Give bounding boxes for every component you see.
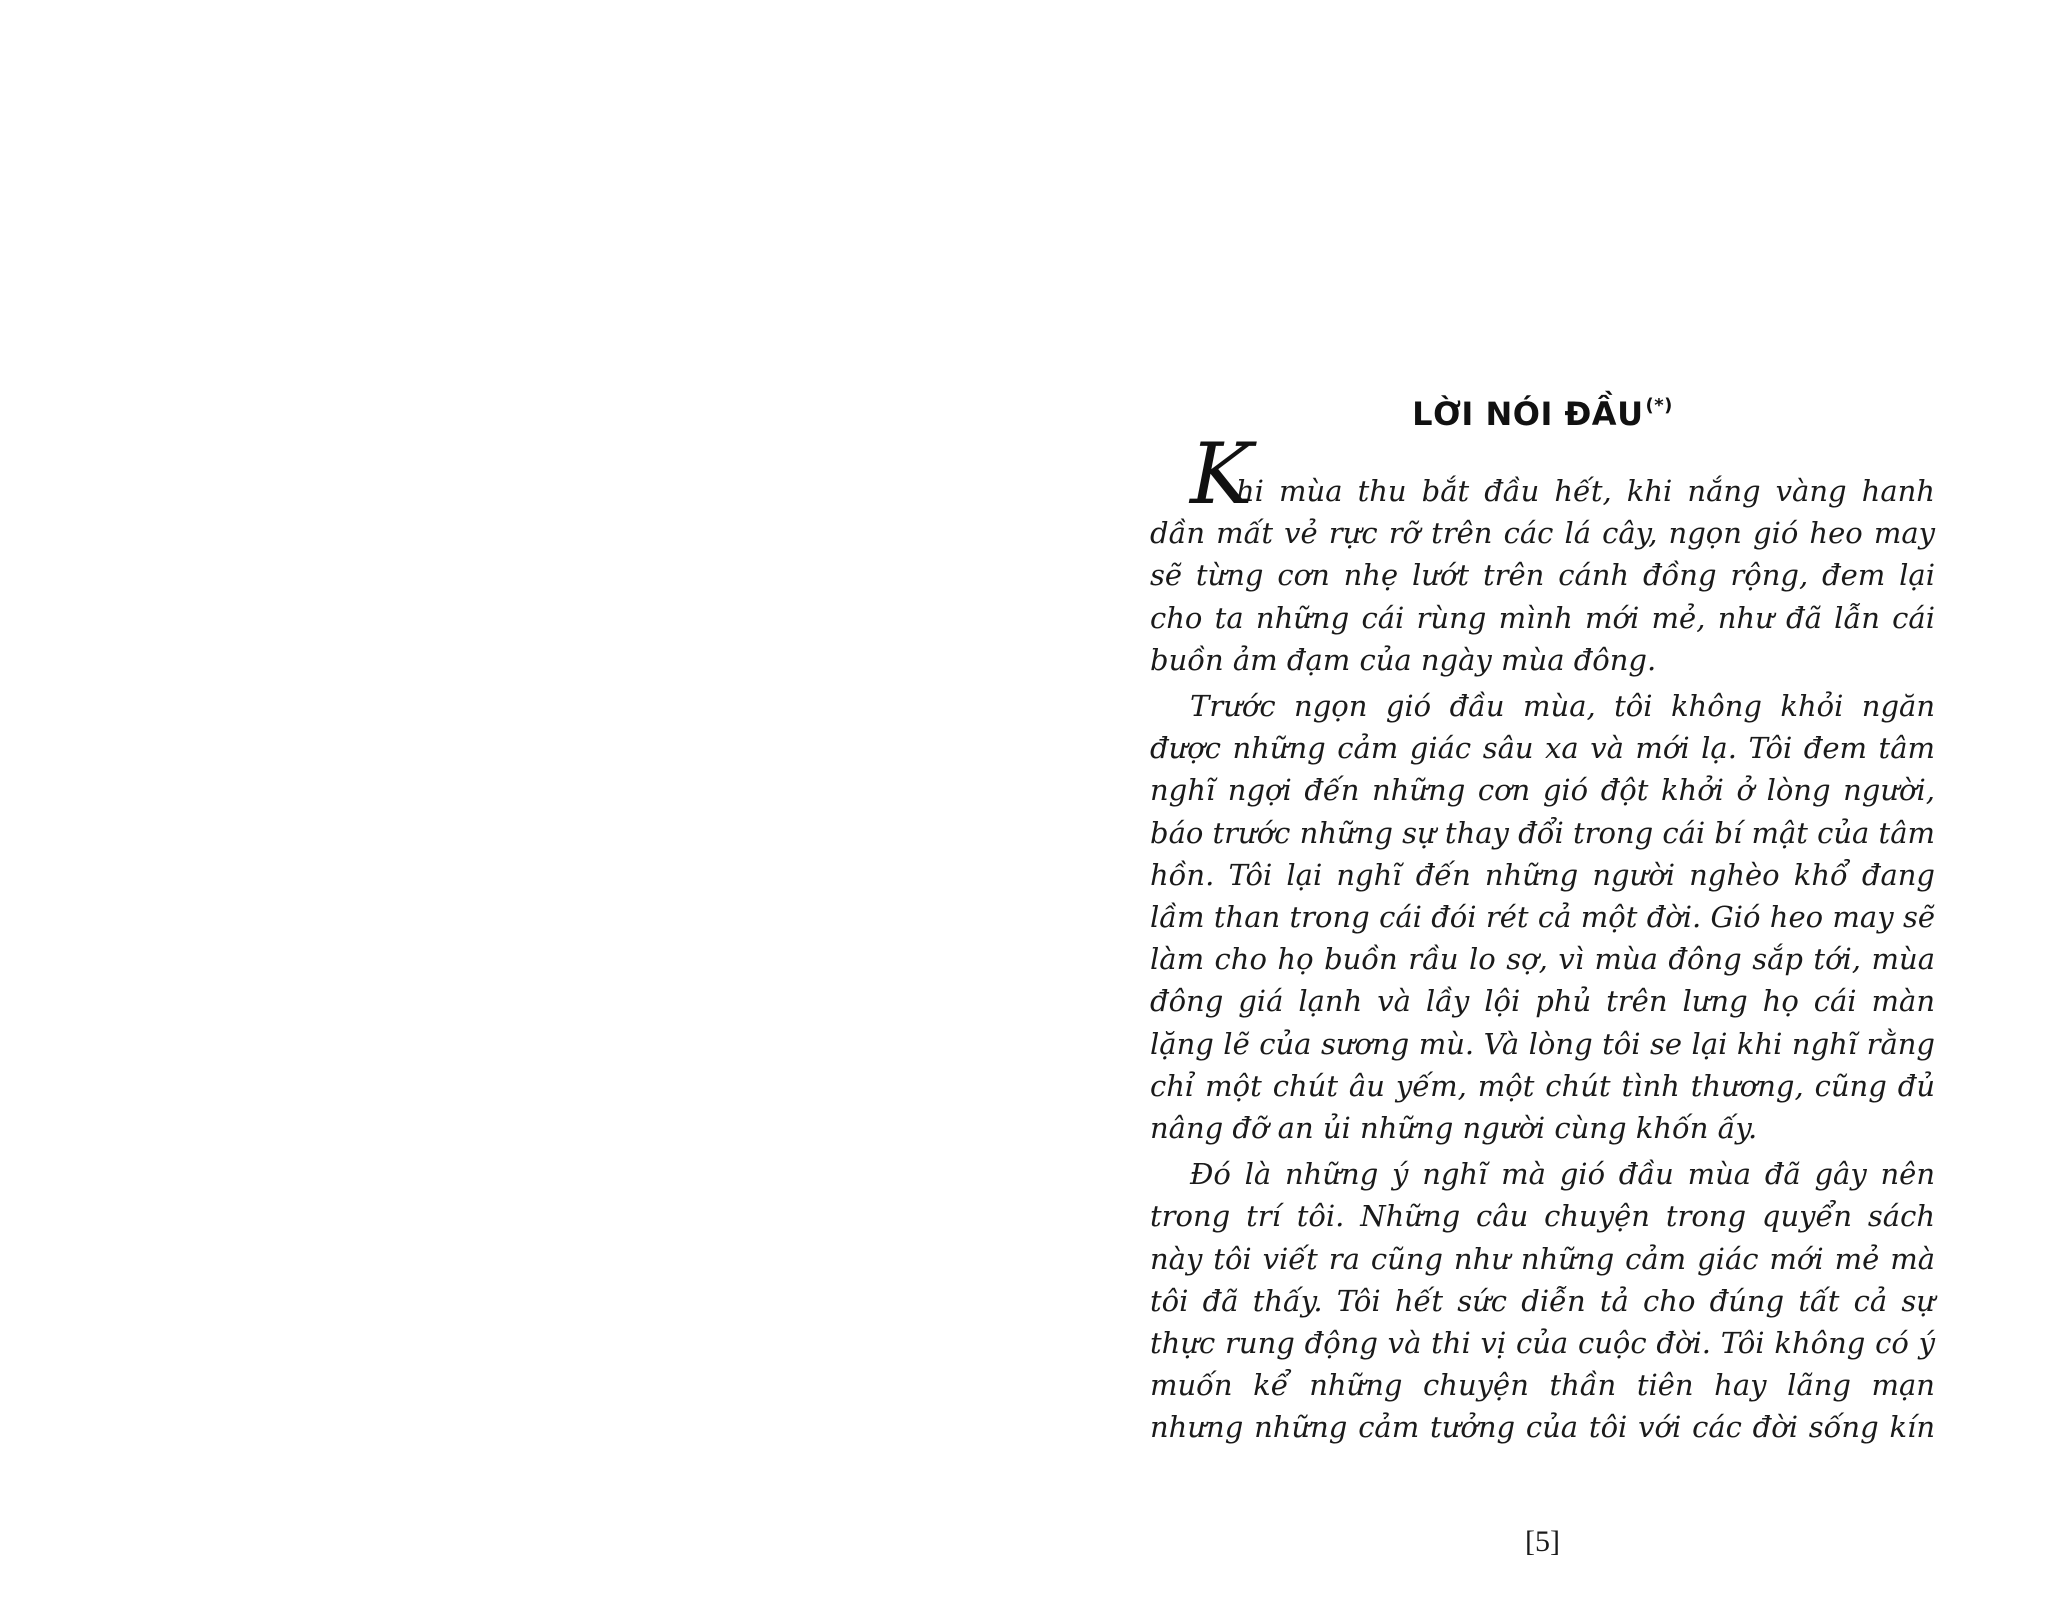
text-line: báo trước những sự thay đổi trong cái bí mật của tâm (1150, 815, 1935, 850)
text-line: nghĩ ngợi đến những cơn gió đột khởi ở lòng người, (1150, 773, 1935, 808)
text-line: buồn ảm đạm của ngày mùa đông. (1150, 642, 1657, 677)
text-line: làm cho họ buồn rầu lo sợ, vì mùa đông sắp tới, mùa (1150, 942, 1935, 977)
drop-cap: K (1190, 425, 1253, 523)
text-line: cho ta những cái rùng mình mới mẻ, như đã lẫn cái (1150, 600, 1935, 635)
page-number: [5] (1525, 1525, 1560, 1558)
text-line: nâng đỡ an ủi những người cùng khốn ấy. (1150, 1111, 1758, 1146)
paragraph-3 (1150, 1153, 1935, 1448)
page-title (1150, 395, 1935, 433)
text-line (1150, 425, 1935, 523)
text-line: lặng lẽ của sương mù. Và lòng tôi se lại khi nghĩ rằng (1150, 1026, 1935, 1061)
text-line: lầm than trong cái đói rét cả một đời. Gió heo may sẽ (1150, 900, 1935, 935)
text-line: sẽ từng cơn nhẹ lướt trên cánh đồng rộng, đem lại (1150, 558, 1935, 593)
text-line: hồn. Tôi lại nghĩ đến những người nghèo khổ đang (1150, 857, 1935, 892)
text-line: dần mất vẻ rực rỡ trên các lá cây, ngọn gió heo may (1150, 516, 1935, 551)
text-line: được những cảm giác sâu xa và mới lạ. Tôi đem tâm (1150, 731, 1935, 766)
text-line: đông giá lạnh và lầy lội phủ trên lưng họ cái màn (1150, 984, 1935, 1019)
line-text: hi mùa thu bắt đầu hết, khi nắng vàng hanh (1236, 474, 1935, 508)
text-line: nhưng những cảm tưởng của tôi với các đời sống kín (1150, 1410, 1935, 1445)
text-line: trong trí tôi. Những câu chuyện trong quyển sách (1150, 1199, 1935, 1234)
text-line: chỉ một chút âu yếm, một chút tình thương, cũng đủ (1150, 1068, 1935, 1103)
body-text (1150, 425, 1935, 1453)
text-line: Đó là những ý nghĩ mà gió đầu mùa đã gây nên (1190, 1157, 1935, 1192)
text-line: tôi đã thấy. Tôi hết sức diễn tả cho đúng tất cả sự (1150, 1283, 1935, 1318)
paragraph-1 (1150, 425, 1935, 681)
text-line: muốn kể những chuyện thần tiên hay lãng mạn (1150, 1368, 1935, 1403)
paragraph-2 (1150, 685, 1935, 1149)
text-line: Trước ngọn gió đầu mùa, tôi không khỏi ngăn (1190, 689, 1935, 724)
title-text: LỜI NÓI ĐẦU (1412, 395, 1644, 433)
text-line: thực rung động và thi vị của cuộc đời. Tôi không có ý (1150, 1326, 1935, 1361)
title-footnote-mark: (*) (1645, 395, 1673, 416)
text-line: này tôi viết ra cũng như những cảm giác mới mẻ mà (1150, 1241, 1935, 1276)
